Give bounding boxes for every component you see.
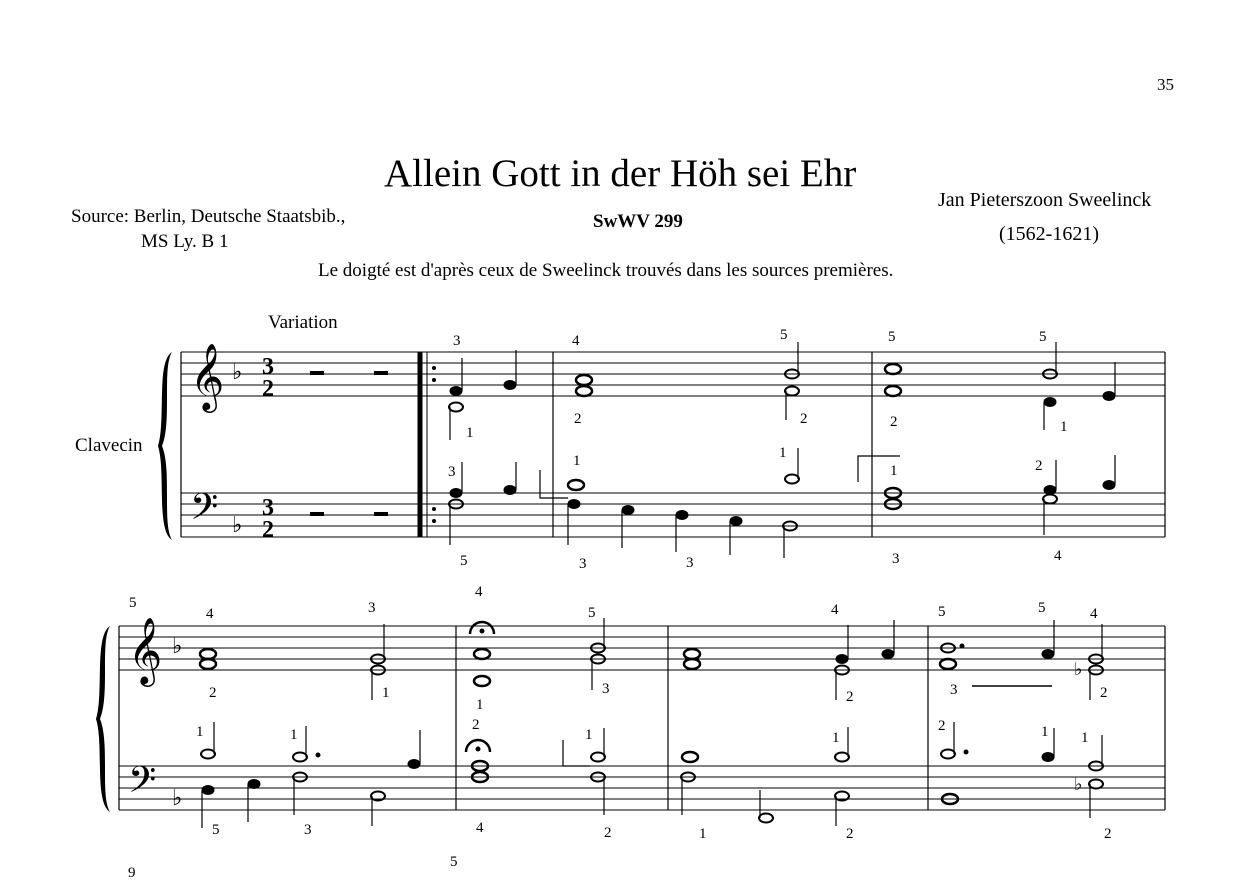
fingering: 5 [780, 327, 788, 343]
fingering: 4 [475, 584, 483, 600]
fingering: 2 [604, 825, 612, 841]
fingering: 2 [800, 411, 808, 427]
fingering: 5 [460, 553, 468, 569]
fingering: 3 [950, 682, 958, 698]
fingering: 4 [572, 333, 580, 349]
section-label: Variation [268, 312, 338, 333]
fingering: 1 [573, 453, 581, 469]
bass-staff-2 [119, 766, 1165, 810]
fingering: 4 [476, 820, 484, 836]
fingering: 2 [574, 411, 582, 427]
fingering: 3 [686, 555, 694, 571]
time-sig-top: 3 [262, 495, 274, 521]
catalog-number: SwWV 299 [593, 211, 683, 232]
fingering: 4 [206, 606, 214, 622]
fingering: 5 [1038, 600, 1046, 616]
fingering: 2 [846, 826, 854, 842]
fingering: 1 [1081, 730, 1089, 746]
notes [449, 342, 1115, 440]
page-number: 35 [1157, 75, 1174, 94]
treble-staff-1 [181, 352, 1165, 396]
composer-dates: (1562-1621) [999, 223, 1099, 245]
fingerings-bass-2 [196, 717, 1112, 870]
fingering: 5 [588, 605, 596, 621]
treble-clef: 𝄞 [190, 342, 225, 410]
fingering: 2 [1035, 458, 1043, 474]
fingering: 3 [448, 464, 456, 480]
rests [310, 371, 388, 516]
fingerings-treble-1 [453, 327, 1068, 441]
fingering: 4 [1054, 548, 1062, 564]
barlines [553, 352, 1165, 537]
fingering: 2 [1100, 685, 1108, 701]
treble-clef: 𝄞 [128, 616, 163, 684]
fingering: 5 [129, 595, 137, 611]
time-sig-bottom: 2 [262, 517, 274, 543]
fingering: 1 [1041, 724, 1049, 740]
fingering: 2 [846, 689, 854, 705]
fingering: 3 [892, 551, 900, 567]
composer-name: Jan Pieterszoon Sweelinck [938, 189, 1152, 211]
system-1 [158, 327, 1165, 572]
fingerings-bass-1 [448, 445, 1062, 572]
fingering: 2 [472, 717, 480, 733]
brace [96, 626, 110, 812]
fingering: 3 [304, 822, 312, 838]
fingering: 5 [888, 329, 896, 345]
fingering: 4 [1090, 606, 1098, 622]
fingering: 2 [938, 718, 946, 734]
fingering: 1 [1060, 419, 1068, 435]
fingering: 1 [585, 727, 593, 743]
fingering: 2 [1104, 826, 1112, 842]
next-system-number: 9 [128, 865, 136, 881]
fingering: 5 [450, 854, 458, 870]
fingering: 1 [476, 697, 484, 713]
barlines [456, 626, 1165, 810]
source-line-1: Source: Berlin, Deutsche Staatsbib., [71, 206, 346, 227]
bass-staff-1 [181, 493, 1165, 537]
repeat-barline [420, 352, 436, 537]
bass-clef: 𝄢 [128, 759, 157, 810]
fingering: 3 [368, 600, 376, 616]
fingering: 1 [779, 445, 787, 461]
fingering: 1 [466, 425, 474, 441]
fingering: 5 [938, 604, 946, 620]
fingering: 3 [579, 556, 587, 572]
flat-sign: ♭ [1074, 659, 1083, 680]
brace [158, 352, 172, 540]
flat-sign: ♭ [172, 786, 183, 811]
bass-clef: 𝄢 [190, 486, 219, 537]
fingering: 1 [699, 826, 707, 842]
treble-staff-2 [119, 626, 1165, 670]
fingering: 5 [212, 822, 220, 838]
bass-notes [201, 722, 1103, 828]
fingering: 4 [831, 602, 839, 618]
fingering: 1 [382, 685, 390, 701]
system-2 [96, 584, 1165, 870]
fingering: 1 [832, 730, 840, 746]
time-sig-bottom: 2 [262, 376, 274, 402]
flat-sign: ♭ [172, 634, 183, 659]
fingering: 2 [209, 685, 217, 701]
time-sig-top: 3 [262, 354, 274, 380]
flat-sign: ♭ [232, 360, 243, 385]
fingering: 3 [602, 681, 610, 697]
flat-sign: ♭ [1074, 774, 1083, 795]
fingering-note: Le doigté est d'après ceux de Sweelinck trouvés dans les sources premières. [318, 260, 894, 281]
fingering: 1 [890, 463, 898, 479]
fingering: 1 [290, 727, 298, 743]
source-line-2: MS Ly. B 1 [141, 231, 229, 252]
fingering: 2 [890, 414, 898, 430]
fingering: 1 [196, 724, 204, 740]
fingering: 5 [1039, 329, 1047, 345]
fingering: 3 [453, 333, 461, 349]
bass-notes [449, 448, 1115, 558]
instrument-label: Clavecin [75, 435, 143, 456]
piece-title: Allein Gott in der Höh sei Ehr [384, 152, 857, 195]
flat-sign: ♭ [232, 513, 243, 538]
